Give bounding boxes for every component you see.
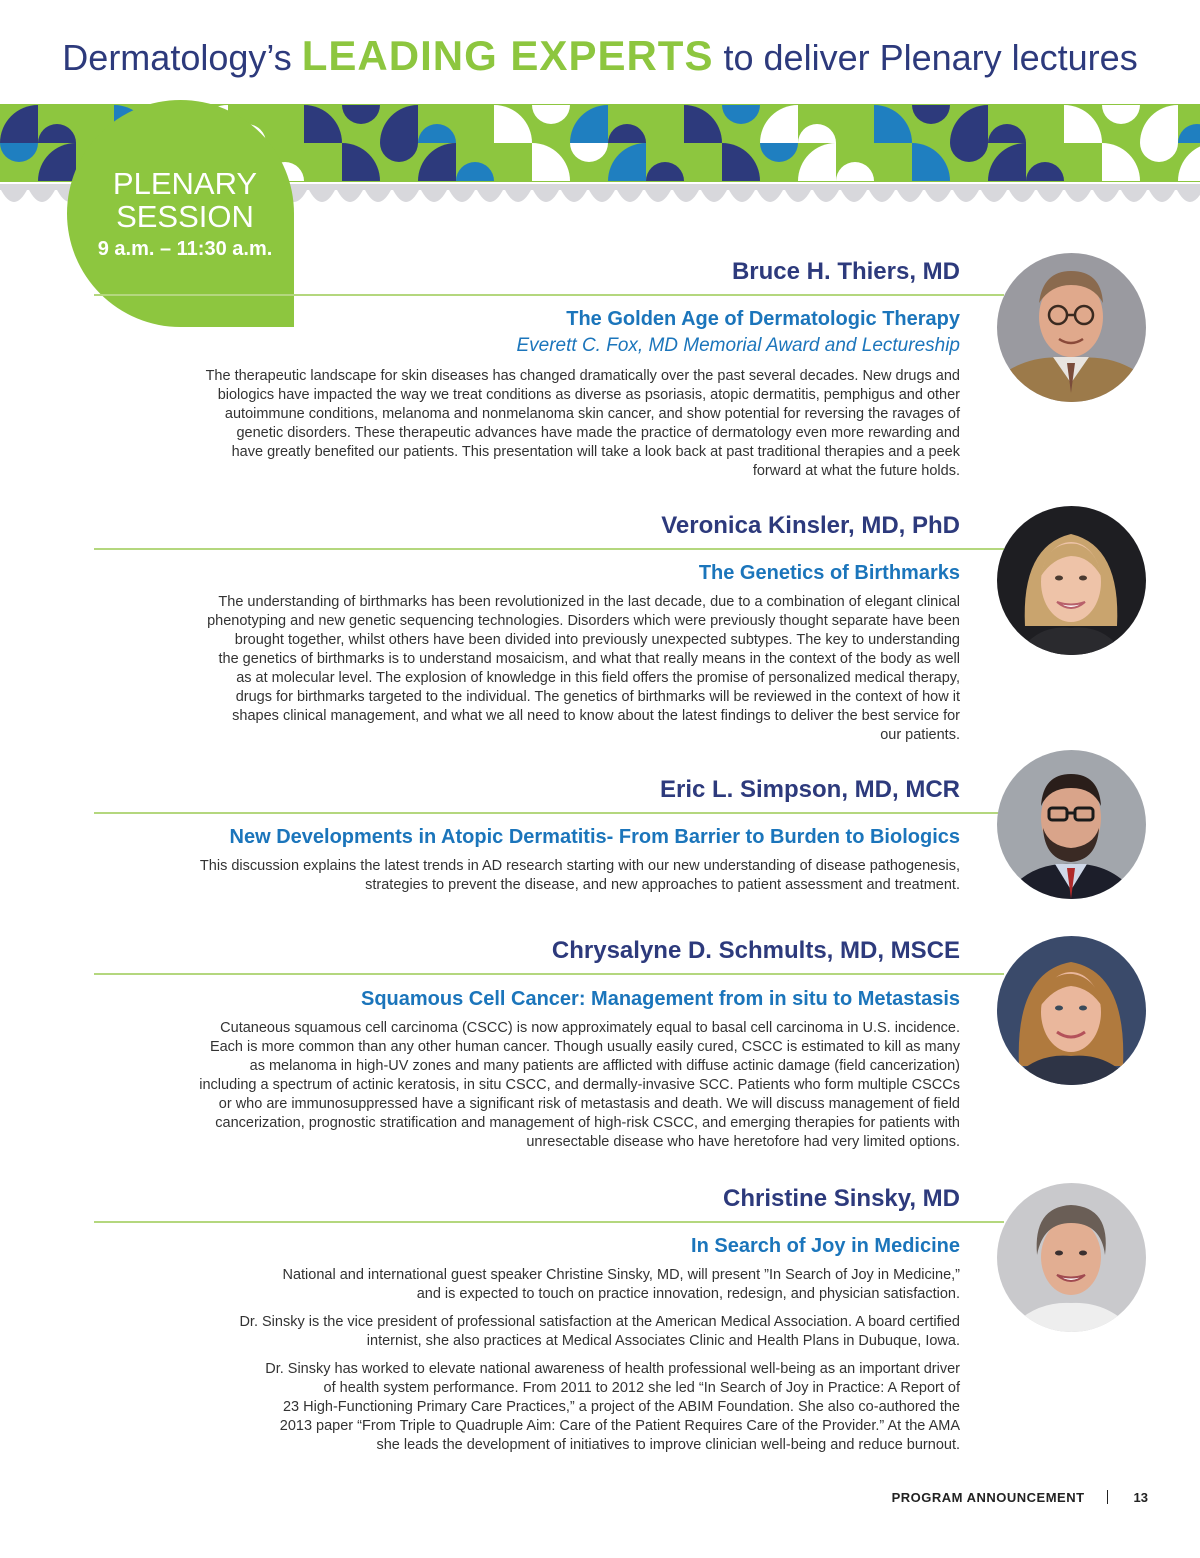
- description-line: National and international guest speaker Christine Sinsky, MD, will present ”In Search of Joy in Medicine,”: [282, 1267, 960, 1283]
- description-line: internist, she also practices at Medical Associates Clinic and Health Plans in Dubuque, Iowa.: [366, 1333, 960, 1349]
- footer-separator: [1107, 1490, 1108, 1504]
- description-line: Dr. Sinsky has worked to elevate national awareness of health professional well-being as an important driver: [265, 1361, 960, 1377]
- description-line: phenotyping and new genetic sequencing technologies. Disorders which were previously thought separate have been: [207, 613, 960, 629]
- description-line: Dr. Sinsky is the vice president of professional satisfaction at the American Medical Association. A board certified: [239, 1314, 960, 1330]
- banner-tile: [304, 143, 342, 181]
- badge-time: 9 a.m. – 11:30 a.m.: [97, 238, 273, 260]
- award-title-thiers: Everett C. Fox, MD Memorial Award and Lectureship: [516, 335, 960, 356]
- description-line: Cutaneous squamous cell carcinoma (CSCC) is now approximately equal to basal cell carcinoma in U.S. incidence.: [220, 1020, 960, 1036]
- speaker-name-sinsky: Christine Sinsky, MD: [723, 1185, 960, 1212]
- banner-tile: [494, 143, 532, 181]
- portrait-kinsler: [997, 506, 1146, 655]
- speaker-name-thiers: Bruce H. Thiers, MD: [731, 258, 960, 285]
- title-part2: to deliver Plenary lectures: [723, 37, 1138, 78]
- talk-title-kinsler: The Genetics of Birthmarks: [698, 562, 960, 584]
- talk-title-thiers: The Golden Age of Dermatologic Therapy: [566, 308, 960, 330]
- page-title: [0, 32, 1200, 80]
- description-line: including a spectrum of actinic keratosis, in situ CSCC, and dermally-invasive SCC. Patients who form multiple CSCCs: [199, 1077, 960, 1093]
- banner-tile: [1026, 105, 1064, 143]
- speaker-name-kinsler: Veronica Kinsler, MD, PhD: [661, 512, 960, 539]
- description-sinsky-2: [239, 1313, 960, 1351]
- description-line: have greatly benefited our patients. This presentation will take a look back at past traditional therapies and a peek: [231, 444, 960, 460]
- page-number: 13: [1133, 1490, 1148, 1505]
- description-line: and is expected to touch on practice innovation, redesign, and physician satisfaction.: [416, 1286, 960, 1302]
- description-kinsler: [207, 593, 960, 745]
- banner-tile: [1064, 143, 1102, 181]
- description-line: genetic disorders. These therapeutic advances have made the practice of dermatology even more rewarding and: [236, 425, 960, 441]
- portrait-thiers: [997, 253, 1146, 402]
- divider: [94, 294, 1004, 296]
- banner-tile: [836, 105, 874, 143]
- description-sinsky-3: [265, 1360, 960, 1455]
- divider: [94, 973, 1004, 975]
- banner-tile: [266, 105, 304, 143]
- banner-tile: [456, 105, 494, 143]
- description-line: Each is more common than any other human cancer. Though usually easily cured, CSCC is estimated to kill as many: [209, 1039, 960, 1055]
- divider: [94, 1221, 1004, 1223]
- badge-line2: SESSION: [116, 199, 254, 234]
- description-thiers: [206, 367, 960, 481]
- description-line: forward at what the future holds.: [752, 463, 960, 479]
- speaker-name-simpson: Eric L. Simpson, MD, MCR: [659, 776, 960, 803]
- description-line: of health system performance. From 2011 to 2012 she led “In Search of Joy in Practice: A Report of: [323, 1380, 960, 1396]
- portrait-sinsky: [997, 1183, 1146, 1332]
- description-line: the genetics of birthmarks is to understand mosaicism, and what that really means in the context of the body as well: [218, 651, 960, 667]
- title-part1: Dermatology’s: [62, 37, 292, 78]
- footer-label: PROGRAM ANNOUNCEMENT: [891, 1490, 1085, 1505]
- talk-title-schmults: Squamous Cell Cancer: Management from in situ to Metastasis: [360, 988, 960, 1010]
- description-line: strategies to prevent the disease, and new approaches to patient assessment and treatment.: [365, 877, 960, 893]
- banner-tile: [684, 143, 722, 181]
- description-line: biologics have impacted the way we treat conditions as diverse as psoriasis, atopic dermatitis, pemphigus and other: [217, 387, 960, 403]
- description-sinsky: [282, 1266, 960, 1304]
- divider: [94, 812, 1004, 814]
- description-line: drugs for birthmarks targeted to the individual. The genetics of birthmarks will be reviewed in the context of how it: [235, 689, 960, 705]
- description-line: unresectable disease who have heretofore had very limited options.: [526, 1134, 960, 1150]
- description-line: shapes clinical management, and what we all need to know about the latest findings to deliver the best service for: [232, 708, 960, 724]
- description-line: This discussion explains the latest trends in AD research starting with our new understanding of disease pathogenesis,: [199, 858, 960, 874]
- page-footer: [892, 1490, 1148, 1505]
- talk-title-sinsky: In Search of Joy in Medicine: [691, 1235, 960, 1257]
- description-line: as at molecular level. The explosion of knowledge in this field offers the promise of personalized medical therapy,: [236, 670, 960, 686]
- speaker-name-schmults: Chrysalyne D. Schmults, MD, MSCE: [551, 937, 960, 964]
- portrait-simpson: [997, 750, 1146, 899]
- title-highlight: LEADING EXPERTS: [301, 32, 714, 79]
- badge-line1: PLENARY: [112, 166, 258, 201]
- description-line: as melanoma in high-UV zones and many patients are afflicted with diffuse actinic damage (field cancerization): [249, 1058, 960, 1074]
- description-line: 23 High-Functioning Primary Care Practices,” a project of the ABIM Foundation. She also co-authored the: [282, 1399, 960, 1415]
- description-schmults: [199, 1019, 960, 1152]
- description-line: cancerization, prognostic stratification and management of high-risk CSCC, and emerging therapies for patients with: [215, 1115, 960, 1131]
- description-line: our patients.: [880, 727, 960, 743]
- description-line: autoimmune conditions, melanoma and nonmelanoma skin cancer, and show potential for reversing the ravages of: [224, 406, 960, 422]
- banner-tile: [874, 143, 912, 181]
- talk-title-simpson: New Developments in Atopic Dermatitis- From Barrier to Burden to Biologics: [229, 826, 960, 848]
- description-line: The understanding of birthmarks has been revolutionized in the last decade, due to a combination of elegant clinical: [218, 594, 960, 610]
- description-line: brought together, whilst others have been divided into previously unexpected subtypes. The key to understanding: [234, 632, 960, 648]
- description-line: The therapeutic landscape for skin diseases has changed dramatically over the past several decades. New drugs and: [205, 368, 960, 384]
- description-line: or who are immunosuppressed have a significant risk of metastasis and death. We will discuss management of field: [218, 1096, 960, 1112]
- description-line: she leads the development of initiatives to improve clinician well-being and reduce burnout.: [376, 1437, 960, 1453]
- banner-tile: [646, 105, 684, 143]
- divider: [94, 548, 1004, 550]
- portrait-schmults: [997, 936, 1146, 1085]
- description-simpson: [200, 857, 960, 895]
- description-line: 2013 paper “From Triple to Quadruple Aim: Care of the Patient Requires Care of the Provider.” At the AMA: [279, 1418, 960, 1434]
